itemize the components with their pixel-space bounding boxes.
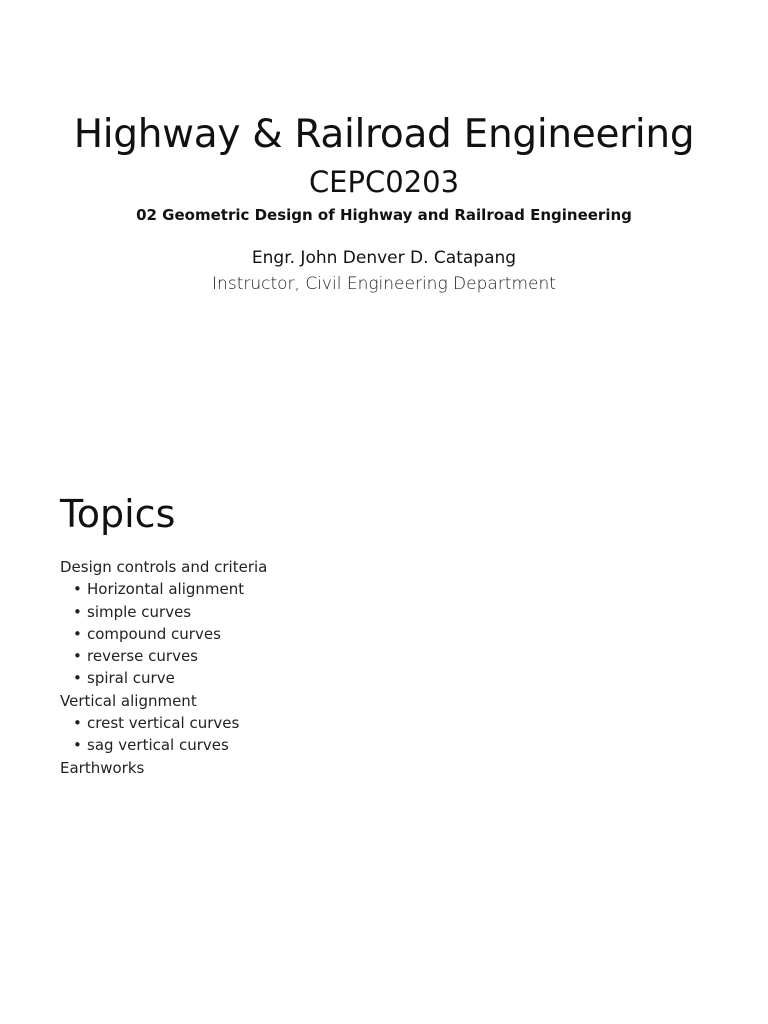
list-item <box>60 601 720 623</box>
author-role: Instructor, Civil Engineering Department <box>212 274 556 294</box>
subtopic-label: crest vertical curves <box>87 714 240 733</box>
subtopic-label: compound curves <box>87 624 221 643</box>
page-title: Highway & Railroad Engineering <box>73 112 695 157</box>
list-item <box>60 712 720 734</box>
list-item <box>60 623 720 645</box>
list-item <box>60 578 720 600</box>
subtopic-label: Horizontal alignment <box>87 580 245 599</box>
subtopic-label: reverse curves <box>87 647 198 666</box>
list-item <box>60 645 720 667</box>
bullet-icon: • <box>73 647 82 666</box>
topic-label: Vertical alignment <box>60 691 197 710</box>
topic-group <box>60 556 720 690</box>
subtopic-list <box>60 578 720 689</box>
list-item <box>60 667 720 689</box>
bullet-icon: • <box>73 602 82 621</box>
subtopic-label: sag vertical curves <box>87 736 229 755</box>
subtopic-list <box>60 712 720 757</box>
topics-heading: Topics <box>60 492 176 536</box>
subtopic-label: simple curves <box>87 602 192 621</box>
course-code: CEPC0203 <box>308 165 460 199</box>
topic-label: Earthworks <box>60 758 145 777</box>
topic-group <box>60 690 720 757</box>
topic-group <box>60 757 720 779</box>
module-title: 02 Geometric Design of Highway and Railroad Engineering <box>136 206 632 224</box>
bullet-icon: • <box>73 580 82 599</box>
list-item <box>60 734 720 756</box>
bullet-icon: • <box>73 736 82 755</box>
bullet-icon: • <box>73 714 82 733</box>
author-name: Engr. John Denver D. Catapang <box>251 248 517 268</box>
topic-label: Design controls and criteria <box>60 558 268 576</box>
topics-list <box>60 556 720 779</box>
bullet-icon: • <box>73 624 82 643</box>
bullet-icon: • <box>73 669 82 688</box>
subtopic-label: spiral curve <box>87 669 175 688</box>
